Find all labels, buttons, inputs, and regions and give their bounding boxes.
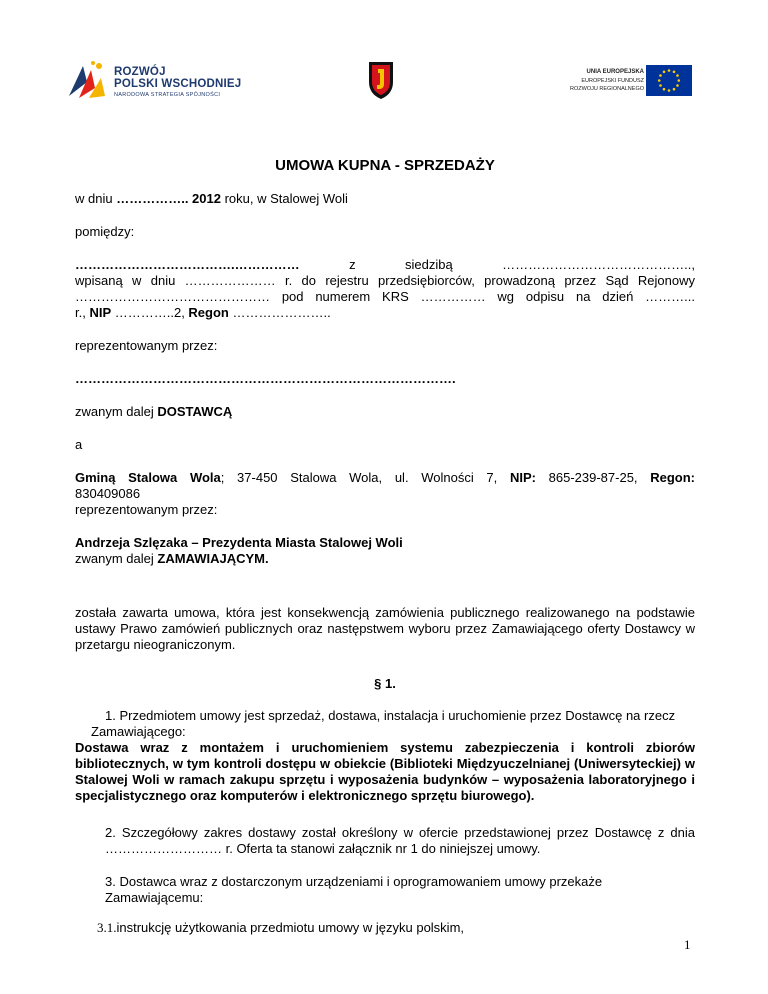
called-supplier-line xyxy=(75,404,695,420)
document-title: UMOWA KUPNA - SPRZEDAŻY xyxy=(275,157,495,174)
between-label: pomiędzy: xyxy=(75,224,135,239)
date-suffix: roku, w Stalowej Woli xyxy=(220,191,348,206)
called-prefix: zwanym dalej xyxy=(75,404,158,419)
buyer-label: ZAMAWIAJĄCYM. xyxy=(157,551,269,566)
nip-label: NIP xyxy=(89,305,112,320)
party2-line-1 xyxy=(75,470,695,486)
and-label: a xyxy=(75,437,83,452)
date-dots: …………….. 2012 xyxy=(116,191,221,206)
rpw-line-1: ROZWÓJ xyxy=(114,66,166,78)
item-1: 1. Przedmiotem umowy jest sprzedaż, dostawa, instalacja i uruchomienie przez Dostawcę na rzecz Zamawiającego: xyxy=(91,708,676,739)
called2-prefix: zwanym dalej xyxy=(75,551,158,566)
party1-line-4 xyxy=(75,305,695,321)
eu-line-3: ROZWOJU REGIONALNEGO xyxy=(570,86,644,92)
regon-label: Regon xyxy=(188,305,229,320)
item-3-1 xyxy=(75,920,695,936)
item-3-1-text: instrukcję użytkowania przedmiotu umowy w języku polskim, xyxy=(116,920,465,935)
party1-line-3: ……………………………………… pod numerem KRS …………… wg odpisu na dzień ………... xyxy=(75,289,695,304)
nip-value: …………..2, xyxy=(111,305,189,320)
rpw-tagline: NARODOWA STRATEGIA SPÓJNOŚCI xyxy=(114,92,221,98)
subject-description: Dostawa wraz z montażem i uruchomieniem systemu zabezpieczenia i kontroli zbiorów bibliotecznych, w tym kontroli dostępu w obiekcie (Biblioteki Międzyuczelnianej (Uniwersyteckiej) w Stalowej Woli w ramach zakupu sprzętu i wyposażenia budynków – wyposażenia laboratoryjnego i specjalistycznego oraz komputerów i elektronicznego sprzętu biurowego). xyxy=(75,740,695,803)
stalowa-wola-crest-icon xyxy=(366,60,396,100)
eu-text xyxy=(570,68,644,94)
gmina-nip: 865-239-87-25, xyxy=(535,470,651,485)
representative-dots xyxy=(75,371,695,387)
rpw-emblem-icon xyxy=(65,58,109,102)
gmina-name: Gminą Stalowa Wola xyxy=(75,470,221,485)
item-3-1-number: 3.1. xyxy=(97,920,117,935)
gmina-regon: 830409086 xyxy=(75,486,141,501)
page-number: 1 xyxy=(684,937,691,952)
rep-dots: ……………………………………………………………………………. xyxy=(75,371,456,386)
eu-flag-icon xyxy=(646,65,692,96)
date-line xyxy=(75,191,695,207)
gmina-regon-label: Regon: xyxy=(650,470,695,485)
represented-by: reprezentowanym przez: xyxy=(75,338,218,353)
party1-name-dots: ……………………………….…………… xyxy=(75,257,300,272)
regon-value: ………………….. xyxy=(228,305,331,320)
party2-block xyxy=(75,470,695,518)
party1-line-1 xyxy=(75,257,695,273)
gmina-represented: reprezentowanym przez: xyxy=(75,502,218,517)
eu-line-2: EUROPEJSKI FUNDUSZ xyxy=(581,77,644,84)
logo-rozwoj-polski-wschodniej xyxy=(65,58,255,102)
party1-seat: z siedzibą …………………………………….., xyxy=(349,257,695,272)
item-2: 2. Szczegółowy zakres dostawy został określony w ofercie przedstawionej przez Dostawcę z dnia ……………………… r. Oferta ta stanowi załącznik nr 1 do niniejszej umowy. xyxy=(105,825,695,856)
logo-unia-europejska xyxy=(557,65,692,99)
item-3: 3. Dostawca wraz z dostarczonym urządzeniami i oprogramowaniem umowy przekaże Zamawiającemu: xyxy=(105,874,603,905)
header-logos xyxy=(0,55,768,105)
supplier-label: DOSTAWCĄ xyxy=(157,404,233,419)
called-buyer-line xyxy=(75,551,695,567)
eu-line-1: UNIA EUROPEJSKA xyxy=(586,69,644,75)
mayor-block xyxy=(75,535,695,567)
party1-r: r., xyxy=(75,305,90,320)
gmina-nip-label: NIP: xyxy=(509,470,536,485)
party1-block xyxy=(75,257,695,321)
section-heading: § 1. xyxy=(374,676,396,691)
mayor-name: Andrzeja Szlęzaka – Prezydenta Miasta Stalowej Woli xyxy=(75,535,403,550)
rpw-line-2: POLSKI WSCHODNIEJ xyxy=(114,78,242,90)
party1-line-2: wpisaną w dniu ………………… r. do rejestru przedsiębiorców, prowadzoną przez Sąd Rejonowy xyxy=(75,273,695,288)
gmina-address: ; 37-450 Stalowa Wola, ul. Wolności 7, xyxy=(220,470,510,485)
preamble: została zawarta umowa, która jest konsekwencją zamówienia publicznego realizowanego na podstawie ustawy Prawo zamówień publicznych oraz następstwem wyboru przez Zamawiającego oferty Dostawcy w przetargu nieograniczonym. xyxy=(75,605,695,652)
document-body xyxy=(75,158,695,953)
date-prefix: w dniu xyxy=(75,191,117,206)
